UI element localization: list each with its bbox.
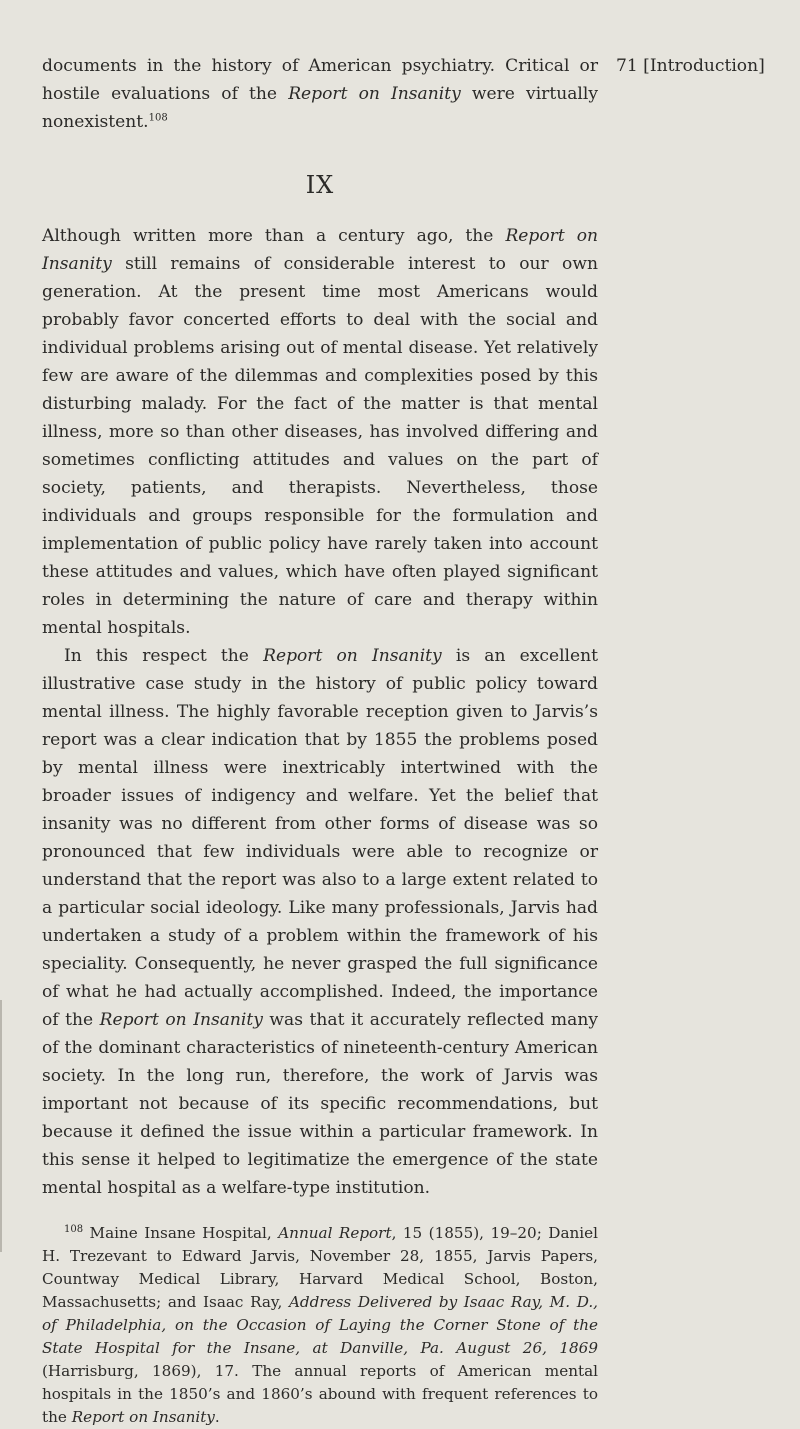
text-run: Maine Insane Hospital, [83,1224,279,1242]
intro-paragraph [42,52,598,136]
italic-title: Report on Insanity [263,646,442,666]
footnote-108 [42,1222,598,1429]
italic-title: Annual Report [278,1224,392,1242]
text-run: Although written more than a century ago, the [42,226,506,246]
text-run: were virtually nonexistent. [42,84,599,132]
footnote-ref: 108 [64,1223,84,1235]
italic-title: Report on Insanity [71,1408,215,1426]
chapter-heading: IX [305,171,335,199]
text-run: documents in the history of American psychiatry. Critical or hostile evaluations of the [42,56,598,104]
italic-title: Report on Insanity [99,1010,263,1030]
text-run: . [214,1408,220,1426]
italic-title: Address Delivered by Isaac Ray, M. D., of Philadelphia, on the Occasion of Laying the Corner Stone of the State Hospital for the Insane, at Danville, Pa. August 26, 1869 [42,1293,598,1357]
text-run: was that it accurately reflected many of the dominant characteristics of nineteenth-century American society. In the long run, therefore, the work of Jarvis was important not because of its specific recommendations, but because it defined the issue within a particular framework. In this sense it helped to legitimatize the emergence of the state mental hospital as a welfare-type institution. [42,1010,598,1198]
text-run: In this respect the [64,646,264,666]
italic-title: Report on Insanity [288,84,461,104]
body-paragraph-1 [42,222,598,642]
body-paragraph-2 [42,642,598,1202]
footnote-ref: 108 [148,112,168,124]
text-run: (Harrisburg, 1869), 17. The annual reports of American mental hospitals in the 1850’s and 1860’s abound with frequent references to the [42,1362,598,1426]
page-binding-edge [0,1000,2,1252]
text-column [42,52,598,1429]
running-head: 71 [Introduction] [616,56,765,76]
text-run: , 15 (1855), 19–20; Daniel H. Trezevant to Edward Jarvis, November 28, 1855, Jarvis Papers, Countway Medical Library, Harvard Medical School, Boston, Massachusetts; and Isaac Ray, [42,1224,598,1311]
text-run: is an excellent illustrative case study in the history of public policy toward mental illness. The highly favorable reception given to Jarvis’s report was a clear indication that by 1855 the problems posed by mental illness were inextricably intertwined with the broader issues of indigency and welfare. Yet the belief that insanity was no different from other forms of disease was so pronounced that few individuals were able to recognize or understand that the report was also to a large extent related to a particular social ideology. Like many professionals, Jarvis had undertaken a study of a problem within the framework of his speciality. Consequently, he never grasped the full significance of what he had actually accomplished. Indeed, the importance of the [42,646,598,1030]
text-run: still remains of considerable interest to our own generation. At the present time most Americans would probably favor concerted efforts to deal with the social and individual problems arising out of mental disease. Yet relatively few are aware of the dilemmas and complexities posed by this disturbing malady. For the fact of the matter is that mental illness, more so than other diseases, has involved differing and sometimes conflicting attitudes and values on the part of society, patients, and therapists. Nevertheless, those individuals and groups responsible for the formulation and implementation of public policy have rarely taken into account these attitudes and values, which have often played significant roles in determining the nature of care and therapy within mental hospitals. [42,254,598,638]
italic-title: Report on Insanity [42,226,599,274]
